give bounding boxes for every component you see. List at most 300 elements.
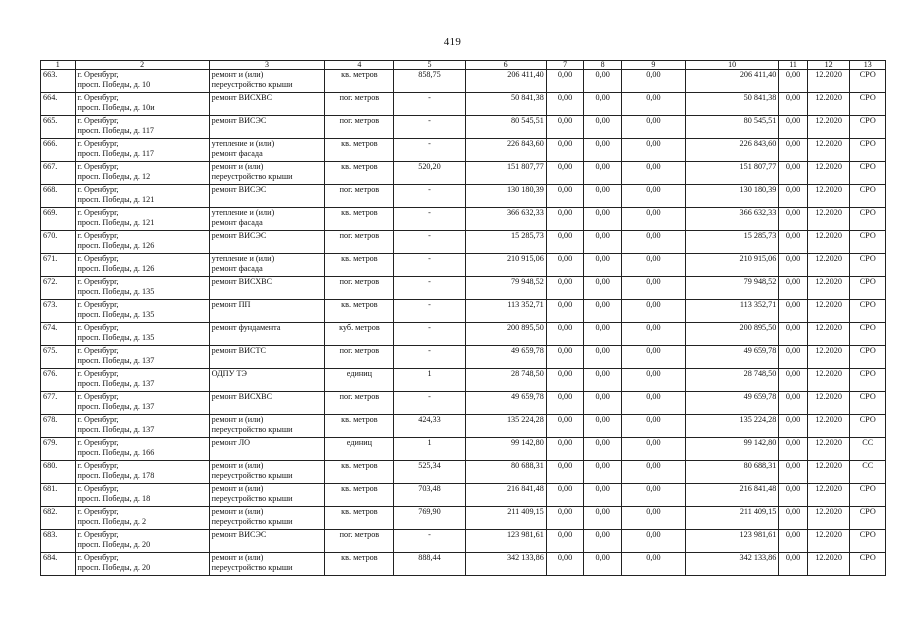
deadline-cell: 12.2020 — [807, 438, 850, 461]
address-cell-line-2: просп. Победы, д. 18 — [77, 494, 151, 503]
cost-col8-cell: 0,00 — [584, 553, 622, 576]
cost-col10-cell: 210 915,06 — [685, 254, 778, 277]
address-cell-line-1: г. Оренбург, — [77, 185, 119, 194]
work-type-cell-line-1: ОДПУ ТЭ — [211, 369, 247, 378]
volume-cell: - — [394, 277, 465, 300]
row-number-cell: 676. — [41, 369, 76, 392]
deadline-cell: 12.2020 — [807, 116, 850, 139]
cost-col10-cell: 99 142,80 — [685, 438, 778, 461]
row-number-cell: 673. — [41, 300, 76, 323]
unit-cell: пог. метров — [325, 392, 394, 415]
address-cell — [75, 300, 209, 323]
total-cost-cell: 130 180,39 — [465, 185, 546, 208]
address-cell-line-1: г. Оренбург, — [77, 231, 119, 240]
column-number-3: 3 — [209, 61, 325, 70]
table-row — [41, 346, 886, 369]
column-number-10: 10 — [685, 61, 778, 70]
address-cell-line-2: просп. Победы, д. 10и — [77, 103, 155, 112]
cost-col10-cell: 226 843,60 — [685, 139, 778, 162]
cost-col8-cell: 0,00 — [584, 277, 622, 300]
cost-col10-cell: 130 180,39 — [685, 185, 778, 208]
funding-method-cell: СРО — [850, 392, 886, 415]
unit-cell: кв. метров — [325, 70, 394, 93]
column-number-5: 5 — [394, 61, 465, 70]
cost-col8-cell: 0,00 — [584, 162, 622, 185]
work-type-cell — [209, 162, 325, 185]
work-type-cell — [209, 300, 325, 323]
address-cell-line-1: г. Оренбург, — [77, 139, 119, 148]
registry-table — [40, 60, 886, 576]
address-cell-line-1: г. Оренбург, — [77, 438, 119, 447]
work-type-cell-line-1: ремонт и (или) — [211, 507, 264, 516]
cost-col11-cell: 0,00 — [779, 438, 807, 461]
total-cost-cell: 80 545,51 — [465, 116, 546, 139]
work-type-cell — [209, 208, 325, 231]
row-number-cell: 667. — [41, 162, 76, 185]
table-row — [41, 185, 886, 208]
funding-method-cell: СРО — [850, 70, 886, 93]
address-cell-line-1: г. Оренбург, — [77, 484, 119, 493]
address-cell — [75, 208, 209, 231]
cost-col7-cell: 0,00 — [546, 208, 584, 231]
cost-col10-cell: 49 659,78 — [685, 346, 778, 369]
cost-col11-cell: 0,00 — [779, 139, 807, 162]
cost-col8-cell: 0,00 — [584, 254, 622, 277]
address-cell-line-2: просп. Победы, д. 135 — [77, 287, 155, 296]
work-type-cell-line-2: переустройство крыши — [211, 172, 293, 181]
table-row — [41, 254, 886, 277]
cost-col9-cell: 0,00 — [621, 254, 685, 277]
address-cell-line-1: г. Оренбург, — [77, 530, 119, 539]
work-type-cell-line-1: ремонт и (или) — [211, 461, 264, 470]
address-cell — [75, 438, 209, 461]
total-cost-cell: 99 142,80 — [465, 438, 546, 461]
cost-col7-cell: 0,00 — [546, 461, 584, 484]
unit-cell: кв. метров — [325, 553, 394, 576]
address-cell-line-1: г. Оренбург, — [77, 323, 119, 332]
unit-cell: куб. метров — [325, 323, 394, 346]
unit-cell: кв. метров — [325, 139, 394, 162]
funding-method-cell: СРО — [850, 553, 886, 576]
address-cell-line-2: просп. Победы, д. 121 — [77, 218, 155, 227]
address-cell-line-2: просп. Победы, д. 137 — [77, 356, 155, 365]
address-cell-line-1: г. Оренбург, — [77, 208, 119, 217]
work-type-cell-line-1: ремонт и (или) — [211, 484, 264, 493]
cost-col11-cell: 0,00 — [779, 162, 807, 185]
funding-method-cell: СРО — [850, 185, 886, 208]
work-type-cell — [209, 185, 325, 208]
deadline-cell: 12.2020 — [807, 392, 850, 415]
cost-col7-cell: 0,00 — [546, 369, 584, 392]
cost-col9-cell: 0,00 — [621, 346, 685, 369]
table-row — [41, 70, 886, 93]
row-number-cell: 677. — [41, 392, 76, 415]
table-row — [41, 438, 886, 461]
total-cost-cell: 50 841,38 — [465, 93, 546, 116]
work-type-cell-line-1: ремонт ЛО — [211, 438, 251, 447]
address-cell-line-2: просп. Победы, д. 137 — [77, 379, 155, 388]
cost-col8-cell: 0,00 — [584, 208, 622, 231]
work-type-cell — [209, 415, 325, 438]
cost-col10-cell: 135 224,28 — [685, 415, 778, 438]
cost-col10-cell: 216 841,48 — [685, 484, 778, 507]
work-type-cell-line-1: утепление и (или) — [211, 139, 275, 148]
address-cell — [75, 346, 209, 369]
address-cell — [75, 392, 209, 415]
work-type-cell — [209, 231, 325, 254]
work-type-cell-line-1: ремонт и (или) — [211, 162, 264, 171]
total-cost-cell: 211 409,15 — [465, 507, 546, 530]
total-cost-cell: 226 843,60 — [465, 139, 546, 162]
table-row — [41, 507, 886, 530]
work-type-cell-line-1: ремонт ВИСЭС — [211, 116, 267, 125]
unit-cell: кв. метров — [325, 300, 394, 323]
work-type-cell — [209, 438, 325, 461]
volume-cell: - — [394, 300, 465, 323]
cost-col11-cell: 0,00 — [779, 507, 807, 530]
cost-col9-cell: 0,00 — [621, 530, 685, 553]
cost-col8-cell: 0,00 — [584, 346, 622, 369]
address-cell-line-2: просп. Победы, д. 135 — [77, 310, 155, 319]
cost-col11-cell: 0,00 — [779, 254, 807, 277]
address-cell-line-1: г. Оренбург, — [77, 116, 119, 125]
cost-col7-cell: 0,00 — [546, 553, 584, 576]
cost-col7-cell: 0,00 — [546, 116, 584, 139]
cost-col7-cell: 0,00 — [546, 185, 584, 208]
row-number-cell: 670. — [41, 231, 76, 254]
address-cell-line-1: г. Оренбург, — [77, 162, 119, 171]
work-type-cell — [209, 553, 325, 576]
address-cell — [75, 254, 209, 277]
cost-col10-cell: 211 409,15 — [685, 507, 778, 530]
cost-col10-cell: 366 632,33 — [685, 208, 778, 231]
volume-cell: 520,20 — [394, 162, 465, 185]
cost-col11-cell: 0,00 — [779, 484, 807, 507]
work-type-cell — [209, 507, 325, 530]
cost-col11-cell: 0,00 — [779, 277, 807, 300]
cost-col7-cell: 0,00 — [546, 139, 584, 162]
address-cell-line-1: г. Оренбург, — [77, 254, 119, 263]
volume-cell: - — [394, 116, 465, 139]
address-cell — [75, 323, 209, 346]
funding-method-cell: СРО — [850, 300, 886, 323]
volume-cell: - — [394, 346, 465, 369]
unit-cell: пог. метров — [325, 231, 394, 254]
work-type-cell-line-2: ремонт фасада — [211, 149, 263, 158]
total-cost-cell: 113 352,71 — [465, 300, 546, 323]
cost-col11-cell: 0,00 — [779, 392, 807, 415]
cost-col7-cell: 0,00 — [546, 323, 584, 346]
column-number-7: 7 — [546, 61, 584, 70]
address-cell-line-2: просп. Победы, д. 121 — [77, 195, 155, 204]
deadline-cell: 12.2020 — [807, 162, 850, 185]
cost-col7-cell: 0,00 — [546, 484, 584, 507]
funding-method-cell: СС — [850, 438, 886, 461]
row-number-cell: 678. — [41, 415, 76, 438]
cost-col11-cell: 0,00 — [779, 70, 807, 93]
funding-method-cell: СРО — [850, 162, 886, 185]
address-cell — [75, 139, 209, 162]
column-number-11: 11 — [779, 61, 807, 70]
total-cost-cell: 200 895,50 — [465, 323, 546, 346]
address-cell — [75, 70, 209, 93]
row-number-cell: 679. — [41, 438, 76, 461]
column-number-1: 1 — [41, 61, 76, 70]
funding-method-cell: СРО — [850, 231, 886, 254]
work-type-cell — [209, 530, 325, 553]
address-cell-line-1: г. Оренбург, — [77, 415, 119, 424]
address-cell-line-2: просп. Победы, д. 20 — [77, 540, 151, 549]
work-type-cell-line-1: ремонт ВИСЭС — [211, 530, 267, 539]
cost-col9-cell: 0,00 — [621, 70, 685, 93]
cost-col10-cell: 200 895,50 — [685, 323, 778, 346]
funding-method-cell: СС — [850, 461, 886, 484]
cost-col8-cell: 0,00 — [584, 415, 622, 438]
funding-method-cell: СРО — [850, 208, 886, 231]
work-type-cell-line-1: ремонт фундамента — [211, 323, 281, 332]
cost-col9-cell: 0,00 — [621, 369, 685, 392]
unit-cell: пог. метров — [325, 346, 394, 369]
deadline-cell: 12.2020 — [807, 507, 850, 530]
funding-method-cell: СРО — [850, 530, 886, 553]
cost-col9-cell: 0,00 — [621, 415, 685, 438]
cost-col9-cell: 0,00 — [621, 300, 685, 323]
unit-cell: кв. метров — [325, 507, 394, 530]
work-type-cell-line-1: ремонт ВИСЭС — [211, 185, 267, 194]
work-type-cell-line-2: ремонт фасада — [211, 264, 263, 273]
cost-col8-cell: 0,00 — [584, 438, 622, 461]
total-cost-cell: 135 224,28 — [465, 415, 546, 438]
deadline-cell: 12.2020 — [807, 484, 850, 507]
cost-col10-cell: 342 133,86 — [685, 553, 778, 576]
address-cell — [75, 369, 209, 392]
cost-col9-cell: 0,00 — [621, 116, 685, 139]
table-row — [41, 461, 886, 484]
cost-col9-cell: 0,00 — [621, 231, 685, 254]
work-type-cell-line-1: ремонт ВИСХВС — [211, 392, 273, 401]
column-number-9: 9 — [621, 61, 685, 70]
deadline-cell: 12.2020 — [807, 70, 850, 93]
cost-col9-cell: 0,00 — [621, 139, 685, 162]
volume-cell: - — [394, 231, 465, 254]
cost-col10-cell: 80 688,31 — [685, 461, 778, 484]
table-row — [41, 369, 886, 392]
cost-col8-cell: 0,00 — [584, 461, 622, 484]
deadline-cell: 12.2020 — [807, 323, 850, 346]
deadline-cell: 12.2020 — [807, 346, 850, 369]
cost-col9-cell: 0,00 — [621, 208, 685, 231]
unit-cell: пог. метров — [325, 530, 394, 553]
unit-cell: пог. метров — [325, 116, 394, 139]
cost-col11-cell: 0,00 — [779, 530, 807, 553]
work-type-cell-line-1: ремонт ПП — [211, 300, 251, 309]
address-cell — [75, 415, 209, 438]
registry-body — [41, 70, 886, 576]
unit-cell: кв. метров — [325, 484, 394, 507]
funding-method-cell: СРО — [850, 415, 886, 438]
row-number-cell: 671. — [41, 254, 76, 277]
total-cost-cell: 151 807,77 — [465, 162, 546, 185]
volume-cell: - — [394, 530, 465, 553]
unit-cell: пог. метров — [325, 277, 394, 300]
address-cell — [75, 116, 209, 139]
work-type-cell-line-1: ремонт ВИСХВС — [211, 93, 273, 102]
work-type-cell-line-2: переустройство крыши — [211, 471, 293, 480]
table-row — [41, 530, 886, 553]
deadline-cell: 12.2020 — [807, 185, 850, 208]
work-type-cell-line-1: ремонт ВИСТС — [211, 346, 266, 355]
column-number-4: 4 — [325, 61, 394, 70]
column-number-8: 8 — [584, 61, 622, 70]
cost-col7-cell: 0,00 — [546, 93, 584, 116]
cost-col9-cell: 0,00 — [621, 461, 685, 484]
unit-cell: кв. метров — [325, 461, 394, 484]
address-cell-line-1: г. Оренбург, — [77, 93, 119, 102]
total-cost-cell: 15 285,73 — [465, 231, 546, 254]
address-cell — [75, 162, 209, 185]
work-type-cell — [209, 254, 325, 277]
address-cell-line-1: г. Оренбург, — [77, 346, 119, 355]
deadline-cell: 12.2020 — [807, 231, 850, 254]
address-cell-line-1: г. Оренбург, — [77, 553, 119, 562]
cost-col11-cell: 0,00 — [779, 93, 807, 116]
funding-method-cell: СРО — [850, 254, 886, 277]
volume-cell: 858,75 — [394, 70, 465, 93]
table-row — [41, 139, 886, 162]
cost-col8-cell: 0,00 — [584, 507, 622, 530]
cost-col9-cell: 0,00 — [621, 484, 685, 507]
row-number-cell: 681. — [41, 484, 76, 507]
cost-col11-cell: 0,00 — [779, 415, 807, 438]
row-number-cell: 680. — [41, 461, 76, 484]
cost-col11-cell: 0,00 — [779, 323, 807, 346]
total-cost-cell: 206 411,40 — [465, 70, 546, 93]
column-number-6: 6 — [465, 61, 546, 70]
work-type-cell-line-2: переустройство крыши — [211, 425, 293, 434]
work-type-cell-line-1: утепление и (или) — [211, 254, 275, 263]
table-row — [41, 300, 886, 323]
row-number-cell: 666. — [41, 139, 76, 162]
cost-col9-cell: 0,00 — [621, 323, 685, 346]
deadline-cell: 12.2020 — [807, 208, 850, 231]
row-number-cell: 668. — [41, 185, 76, 208]
volume-cell: - — [394, 139, 465, 162]
address-cell-line-1: г. Оренбург, — [77, 277, 119, 286]
address-cell — [75, 553, 209, 576]
unit-cell: кв. метров — [325, 208, 394, 231]
cost-col11-cell: 0,00 — [779, 208, 807, 231]
deadline-cell: 12.2020 — [807, 254, 850, 277]
funding-method-cell: СРО — [850, 116, 886, 139]
unit-cell: единиц — [325, 438, 394, 461]
unit-cell: пог. метров — [325, 93, 394, 116]
row-number-cell: 674. — [41, 323, 76, 346]
volume-cell: - — [394, 208, 465, 231]
total-cost-cell: 210 915,06 — [465, 254, 546, 277]
cost-col8-cell: 0,00 — [584, 93, 622, 116]
column-number-12: 12 — [807, 61, 850, 70]
address-cell-line-2: просп. Победы, д. 126 — [77, 241, 155, 250]
row-number-cell: 663. — [41, 70, 76, 93]
volume-cell: 525,34 — [394, 461, 465, 484]
deadline-cell: 12.2020 — [807, 369, 850, 392]
total-cost-cell: 366 632,33 — [465, 208, 546, 231]
cost-col10-cell: 123 981,61 — [685, 530, 778, 553]
volume-cell: - — [394, 185, 465, 208]
volume-cell: - — [394, 392, 465, 415]
work-type-cell — [209, 116, 325, 139]
volume-cell: 888,44 — [394, 553, 465, 576]
page-number: 419 — [443, 36, 462, 48]
cost-col10-cell: 49 659,78 — [685, 392, 778, 415]
cost-col7-cell: 0,00 — [546, 346, 584, 369]
row-number-cell: 669. — [41, 208, 76, 231]
address-cell-line-2: просп. Победы, д. 166 — [77, 448, 155, 457]
cost-col7-cell: 0,00 — [546, 254, 584, 277]
address-cell-line-2: просп. Победы, д. 20 — [77, 563, 151, 572]
cost-col8-cell: 0,00 — [584, 70, 622, 93]
total-cost-cell: 49 659,78 — [465, 392, 546, 415]
volume-cell: - — [394, 323, 465, 346]
table-row — [41, 116, 886, 139]
work-type-cell-line-1: ремонт и (или) — [211, 415, 264, 424]
deadline-cell: 12.2020 — [807, 461, 850, 484]
cost-col8-cell: 0,00 — [584, 300, 622, 323]
address-cell-line-1: г. Оренбург, — [77, 392, 119, 401]
address-cell-line-2: просп. Победы, д. 126 — [77, 264, 155, 273]
cost-col8-cell: 0,00 — [584, 392, 622, 415]
address-cell-line-2: просп. Победы, д. 137 — [77, 402, 155, 411]
work-type-cell-line-2: переустройство крыши — [211, 80, 293, 89]
cost-col9-cell: 0,00 — [621, 507, 685, 530]
cost-col10-cell: 151 807,77 — [685, 162, 778, 185]
address-cell — [75, 185, 209, 208]
work-type-cell — [209, 323, 325, 346]
address-cell-line-1: г. Оренбург, — [77, 70, 119, 79]
cost-col8-cell: 0,00 — [584, 116, 622, 139]
unit-cell: кв. метров — [325, 415, 394, 438]
cost-col9-cell: 0,00 — [621, 185, 685, 208]
cost-col11-cell: 0,00 — [779, 185, 807, 208]
work-type-cell — [209, 392, 325, 415]
cost-col7-cell: 0,00 — [546, 530, 584, 553]
cost-col9-cell: 0,00 — [621, 162, 685, 185]
address-cell-line-2: просп. Победы, д. 12 — [77, 172, 151, 181]
table-row — [41, 484, 886, 507]
funding-method-cell: СРО — [850, 93, 886, 116]
address-cell — [75, 507, 209, 530]
cost-col10-cell: 80 545,51 — [685, 116, 778, 139]
deadline-cell: 12.2020 — [807, 415, 850, 438]
unit-cell: кв. метров — [325, 162, 394, 185]
cost-col8-cell: 0,00 — [584, 139, 622, 162]
volume-cell: - — [394, 254, 465, 277]
deadline-cell: 12.2020 — [807, 93, 850, 116]
cost-col8-cell: 0,00 — [584, 323, 622, 346]
row-number-cell: 672. — [41, 277, 76, 300]
work-type-cell — [209, 461, 325, 484]
address-cell-line-2: просп. Победы, д. 137 — [77, 425, 155, 434]
cost-col11-cell: 0,00 — [779, 553, 807, 576]
cost-col8-cell: 0,00 — [584, 530, 622, 553]
cost-col7-cell: 0,00 — [546, 162, 584, 185]
column-number-13: 13 — [850, 61, 886, 70]
cost-col7-cell: 0,00 — [546, 415, 584, 438]
volume-cell: 703,48 — [394, 484, 465, 507]
table-row — [41, 231, 886, 254]
table-row — [41, 415, 886, 438]
cost-col11-cell: 0,00 — [779, 116, 807, 139]
